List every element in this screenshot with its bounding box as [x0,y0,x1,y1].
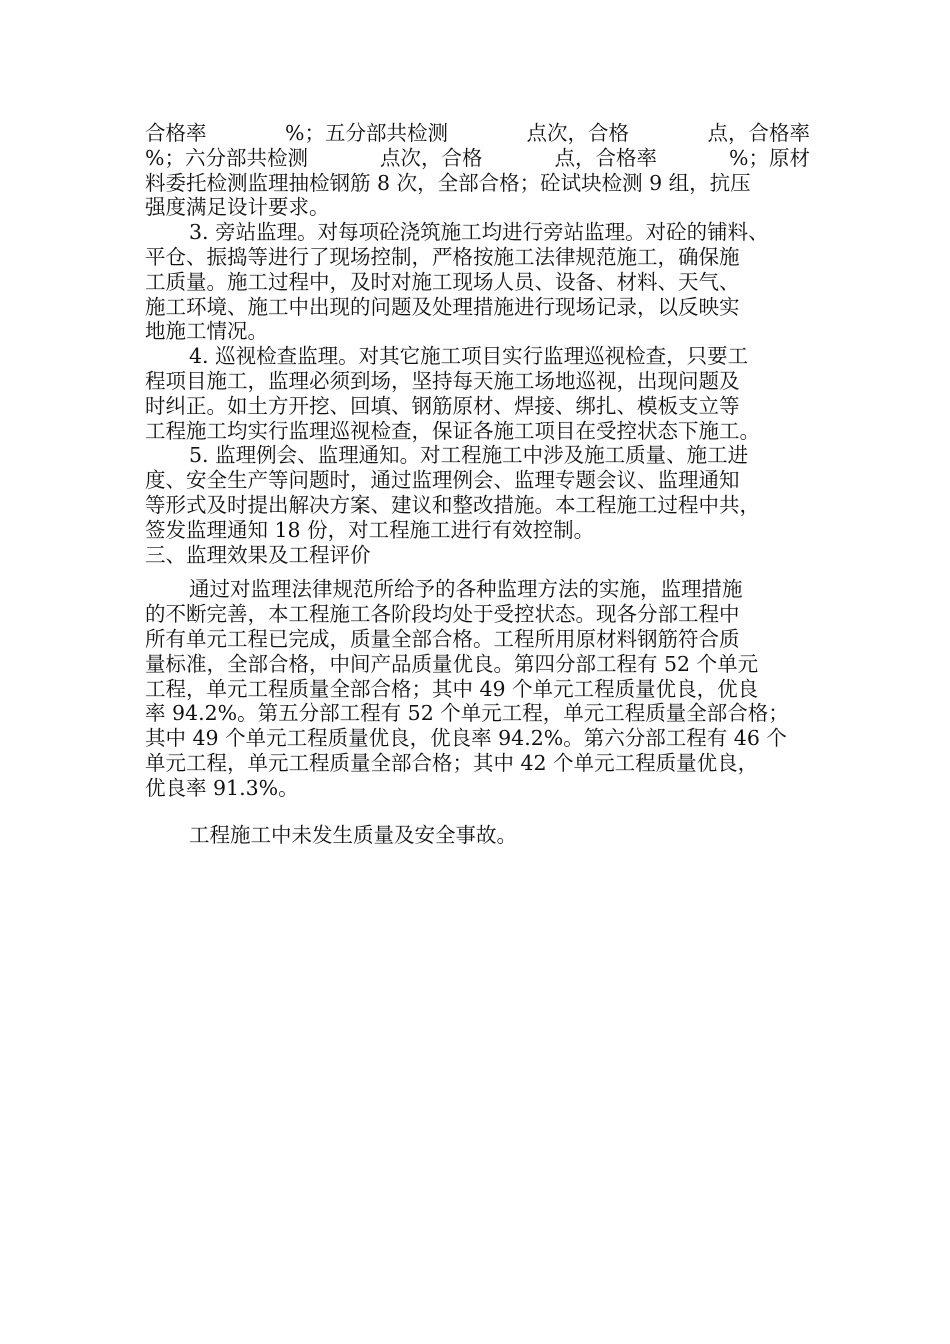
text-line: 工程施工均实行监理巡视检查，保证各施工项目在受控状态下施工。 [145,418,760,443]
item-5-paragraph [145,443,810,542]
evaluation-paragraph [145,577,810,800]
text-line: 度、安全生产等问题时，通过监理例会、监理专题会议、监理通知 [145,468,740,493]
text-line: 量标准，全部合格，中间产品质量优良。第四分部工程有 52 个单元 [145,651,759,676]
inspection-paragraph [145,121,810,220]
text-line: 施工环境、施工中出现的问题及处理措施进行现场记录，以反映实 [145,294,740,319]
text-line: 地施工情况。 [145,319,268,344]
text-fragment: %；六分部共检测 [145,145,308,170]
text-line: 其中 49 个单元工程质量优良，优良率 94.2%。第六分部工程有 46 个 [145,726,787,751]
text-fragment: 点次，合格 [379,145,483,170]
text-line: 通过对监理法律规范所给予的各种监理方法的实施，监理措施 [189,577,743,602]
text-line: 工程，单元工程质量全部合格；其中 49 个单元工程质量优良，优良 [145,676,759,701]
text-line: 签发监理通知 18 份，对工程施工进行有效控制。 [145,517,595,542]
text-line: 料委托检测监理抽检钢筋 8 次，全部合格；砼试块检测 9 组，抗压 [145,170,751,195]
text-line: 4. 巡视检查监理。对其它施工项目实行监理巡视检查，只要工 [189,344,749,369]
text-fragment: 合格率 [145,121,207,145]
text-fragment: %；原材 [728,145,810,170]
text-fragment: %；五分部共检测 [285,121,448,145]
text-line [145,121,810,146]
document-page [145,121,810,847]
text-line: 率 94.2%。第五分部工程有 52 个单元工程，单元工程质量全部合格； [145,701,789,726]
text-line: 强度满足设计要求。 [145,195,330,220]
text-line [145,146,810,171]
text-line: 所有单元工程已完成，质量全部合格。工程所用原材料钢筋符合质 [145,626,740,651]
text-line: 等形式及时提出解决方案、建议和整改措施。本工程施工过程中共， [145,492,760,517]
section-heading: 三、监理效果及工程评价 [145,542,371,567]
text-line: 工质量。施工过程中，及时对施工现场人员、设备、材料、天气、 [145,269,740,294]
item-3-paragraph [145,220,810,344]
text-line: 优良率 91.3%。 [145,775,299,800]
item-4-paragraph [145,344,810,443]
text-fragment: 点，合格率 [707,121,810,145]
text-line: 时纠正。如土方开挖、回填、钢筋原材、焊接、绑扎、模板支立等 [145,393,740,418]
text-line: 的不断完善，本工程施工各阶段均处于受控状态。现各分部工程中 [145,602,740,627]
text-line: 单元工程，单元工程质量全部合格；其中 42 个单元工程质量优良， [145,750,759,775]
text-fragment: 点，合格率 [554,145,657,170]
text-line: 3. 旁站监理。对每项砼浇筑施工均进行旁站监理。对砼的铺料、 [189,220,769,245]
text-line: 平仓、振捣等进行了现场控制，严格按施工法律规范施工，确保施 [145,244,740,269]
text-line: 程项目施工，监理必须到场，坚持每天施工场地巡视，出现问题及 [145,368,740,393]
text-fragment: 点次，合格 [526,121,629,145]
closing-paragraph: 工程施工中未发生质量及安全事故。 [189,822,517,847]
text-line: 5. 监理例会、监理通知。对工程施工中涉及施工质量、施工进 [189,443,749,468]
